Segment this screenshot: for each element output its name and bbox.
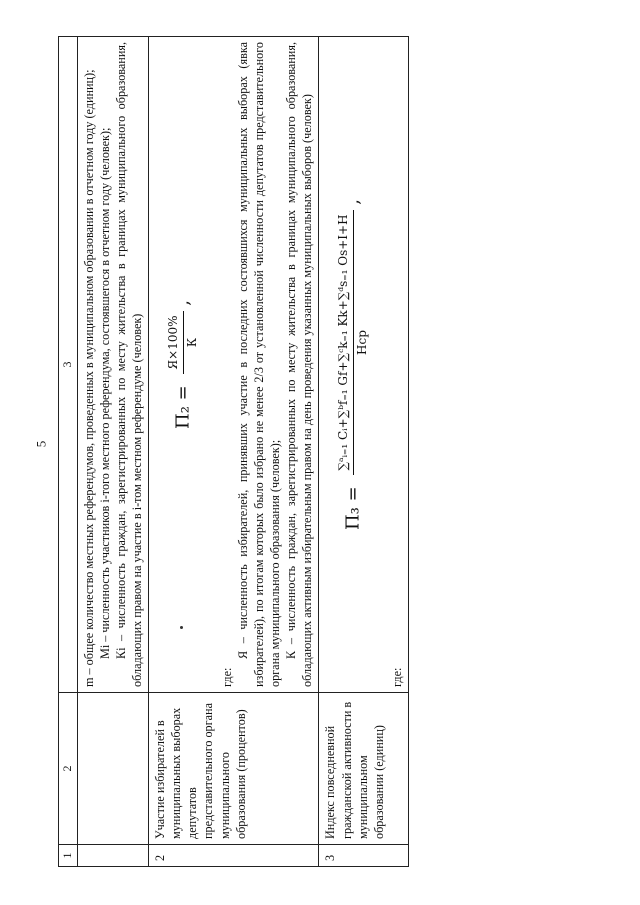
formula-p2 bbox=[152, 42, 215, 687]
method-paragraph: Кi – численность граждан, зарегистрированных по месту жительства в границах муниципального образования, обладающих правом на участие в i-том местном референдуме (человек) bbox=[114, 42, 145, 687]
formula-numerator: ∑ᵃᵢ₌₁ Cᵢ+∑ᵇf₌₁ Gf+∑ᶜk₌₁ Kk+∑ᵈs₌₁ Os+I+H bbox=[336, 210, 354, 474]
where-label: где: bbox=[219, 667, 234, 687]
formula-fraction bbox=[336, 210, 371, 474]
method-paragraph: m – общее количество местных референдумов, проведенных в муниципальном образовании в отчетном году (единиц); bbox=[81, 69, 96, 687]
indicator-method bbox=[319, 37, 409, 693]
indicator-table bbox=[58, 36, 409, 867]
formula-tail: , bbox=[172, 300, 194, 306]
method-paragraph: К – численность граждан, зарегистрированных по месту жительства в границах муниципального образования, обладающих активным избирательным правом на день проведения указанных муниципальных выборов (человек) bbox=[284, 42, 315, 687]
header-col-2: 2 bbox=[59, 693, 78, 845]
row-number: 2 bbox=[149, 845, 319, 867]
formula-tail: , bbox=[342, 198, 364, 205]
header-col-3: 3 bbox=[59, 37, 78, 693]
formula-numerator: Я×100% bbox=[166, 311, 184, 373]
method-paragraph: Я – численность избирателей, принявших участие в последних состоявшихся муниципальных выборах (явка избирателей), по итогам которых было избрано не менее 2/3 от установленной численности депутатов представительного органа муниципального образования (человек); bbox=[235, 42, 283, 687]
indicator-name: Индекс повседневной гражданской активности в муниципальном образовании (единиц) bbox=[319, 693, 409, 845]
formula-denominator: Нср bbox=[355, 330, 370, 355]
row-number: 3 bbox=[319, 845, 409, 867]
indicator-method bbox=[149, 37, 319, 693]
table-row bbox=[149, 37, 319, 867]
table-header-row bbox=[59, 37, 78, 867]
formula-denominator: К bbox=[185, 337, 200, 348]
header-col-1: 1 bbox=[59, 845, 78, 867]
row-number bbox=[77, 845, 148, 867]
table-row bbox=[77, 37, 148, 867]
formula-p3 bbox=[322, 42, 385, 687]
formula-lhs: П₃ = bbox=[342, 486, 364, 531]
formula-lhs: П₂ = bbox=[172, 385, 194, 429]
page-number: 5 bbox=[33, 440, 49, 448]
indicator-name: Участие избирателей в муниципальных выборах депутатов представительного органа муниципального образования (процентов) bbox=[149, 693, 319, 845]
indicator-name bbox=[77, 693, 148, 845]
formula-fraction bbox=[166, 311, 201, 373]
table-row bbox=[319, 37, 409, 867]
rotated-table-sheet bbox=[58, 37, 618, 867]
method-paragraph: Мi – численность участников i-того местного референдума, состоявшегося в отчетном году (человек); bbox=[97, 127, 112, 659]
where-label: где: bbox=[390, 667, 405, 687]
indicator-method bbox=[77, 37, 148, 693]
